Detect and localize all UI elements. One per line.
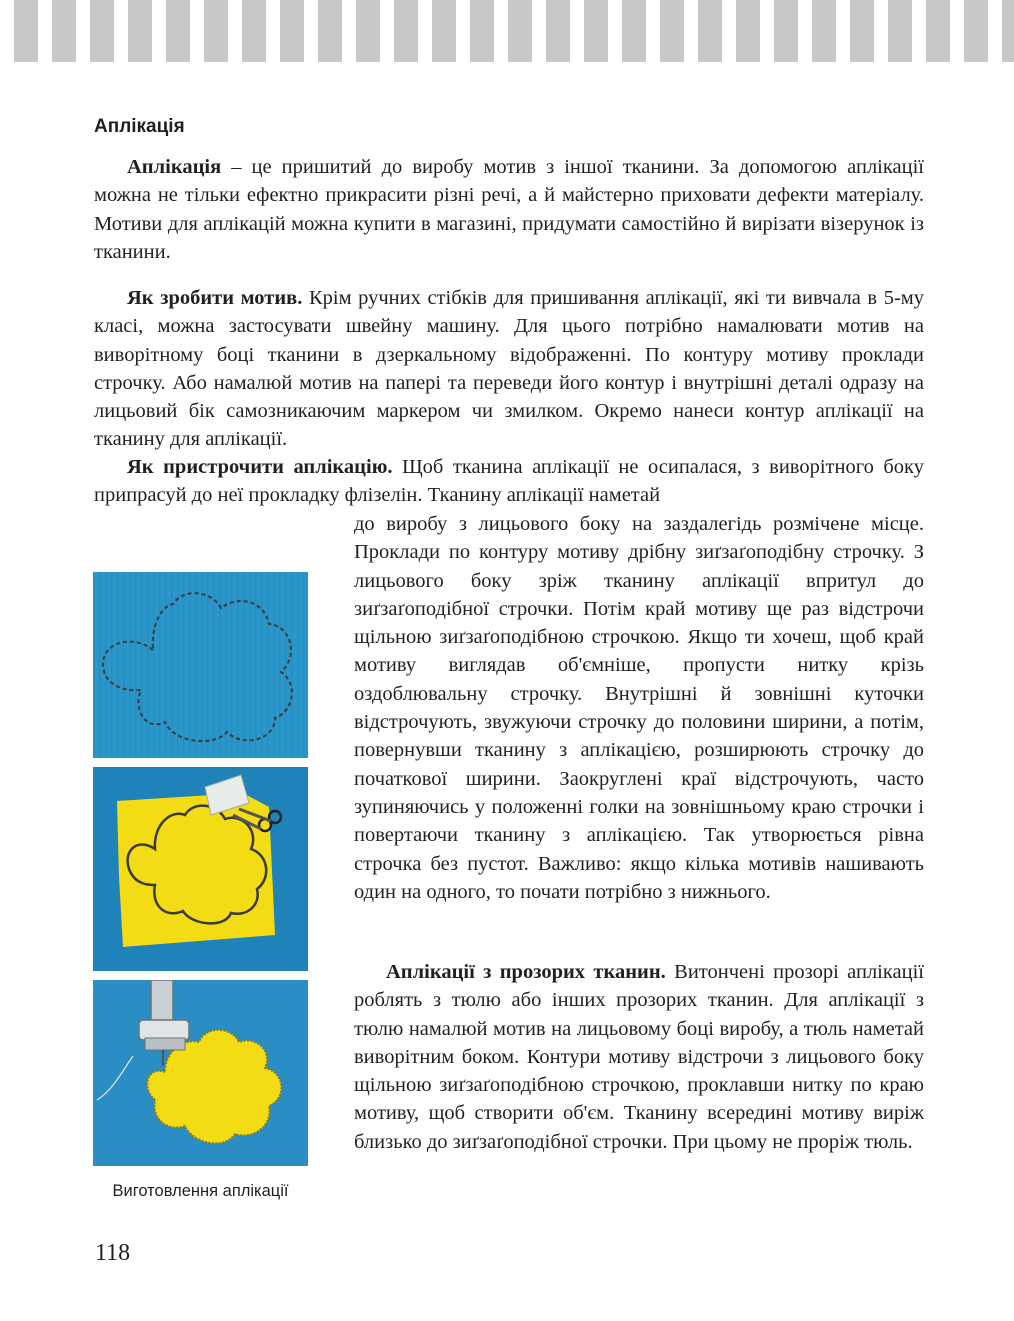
photo-outline-on-fabric bbox=[93, 572, 308, 758]
paragraph-lead: Аплікації з прозорих тканин. bbox=[386, 961, 666, 983]
paragraph-lead: Як пристрочити аплікацію. bbox=[127, 456, 393, 478]
photo-yellow-fabric-cutting bbox=[93, 767, 308, 971]
page-header-stripes bbox=[0, 0, 1014, 62]
outline-illustration bbox=[93, 572, 308, 758]
page-number: 118 bbox=[95, 1240, 131, 1266]
section-title: Аплікація bbox=[94, 116, 185, 137]
paragraph-definition bbox=[94, 153, 924, 266]
yellow-fabric bbox=[117, 793, 275, 947]
figure-caption: Виготовлення аплікації bbox=[112, 1182, 289, 1200]
blue-fabric bbox=[93, 572, 308, 758]
sewing-illustration bbox=[93, 980, 308, 1166]
paragraph-transparent-fabrics bbox=[354, 958, 924, 1156]
paragraph-text: Крім ручних стібків для пришивання аплікації, які ти вивчала в 5-му класі, можна застосувати швейну машину. Для цього потрібно намалювати мотив на виворітному боці тканини в дзеркальному відображенні. По контуру мотиву проклади строчку. Або намалюй мотив на папері та переведи його контур і внутрішні деталі одразу на лицьовий бік самозникаючим маркером чи змилком. Окремо нанеси контур аплікації на тканину для аплікації. bbox=[94, 287, 924, 451]
paragraph-stitch-applique-continued bbox=[354, 510, 924, 906]
paragraph-stitch-applique bbox=[94, 453, 924, 510]
photo-sewing-machine-stitching bbox=[93, 980, 308, 1166]
paragraph-text: до виробу з лицьового боку на заздалегідь розмічене місце. Проклади по контуру мотиву дрібну зиґзаґоподібну строчку. З лицьового боку зріж тканину аплікації впритул до зиґзаґоподібної строчки. Потім край мотиву ще раз відстрочи щільною зиґзаґоподібною строчкою. Якщо ти хочеш, щоб край мотиву виглядав об'ємніше, пропусти нитку крізь оздоблювальну строчку. Внутрішні й зовнішні куточки відстрочують, звужуючи строчку до половини ширини, а потім, повернувши тканину з аплікацією, розширюють строчку до початкової ширини. Заокруглені краї відстрочують, часто зупиняючись у положенні голки на зовнішньому краю строчки і повертаючи тканину з аплікацією. Так утворюється рівна строчка без пустот. Важливо: якщо кілька мотивів нашивають один на одного, то почати потрібно з нижнього. bbox=[354, 513, 924, 903]
paragraph-text: Щоб тканина аплікації не осипалася, з виворітного боку припрасуй до неї прокладку флізелін. Тканину аплікації наметай bbox=[94, 456, 924, 507]
paragraph-text: – це пришитий до виробу мотив з іншої тканини. За допомогою аплікації можна не тільки ефектно прикрасити різні речі, а й майстерно приховати дефекти матеріалу. Мотиви для аплікацій можна купити в магазині, придумати самостійно й вирізати візерунок із тканини. bbox=[94, 156, 924, 263]
paragraph-text: Витончені прозорі аплікації роблять з тюлю або інших прозорих тканин. Для аплікації з тюлю намалюй мотив на лицьовому боці виробу, а тюль наметай виворітним боком. Контури мотиву відстрочи з лицьового боку щільною зиґзаґоподібною строчкою, проклавши нитку по краю мотиву, щоб створити об'єм. Тканину всередині мотиву виріж близько до зиґзаґоподібної строчки. При цьому не проріж тюль. bbox=[354, 961, 924, 1153]
paragraph-lead: Як зробити мотив. bbox=[127, 287, 303, 309]
cutting-illustration bbox=[93, 767, 308, 971]
paragraph-make-motif bbox=[94, 284, 924, 454]
paragraph-lead: Аплікація bbox=[127, 156, 222, 178]
